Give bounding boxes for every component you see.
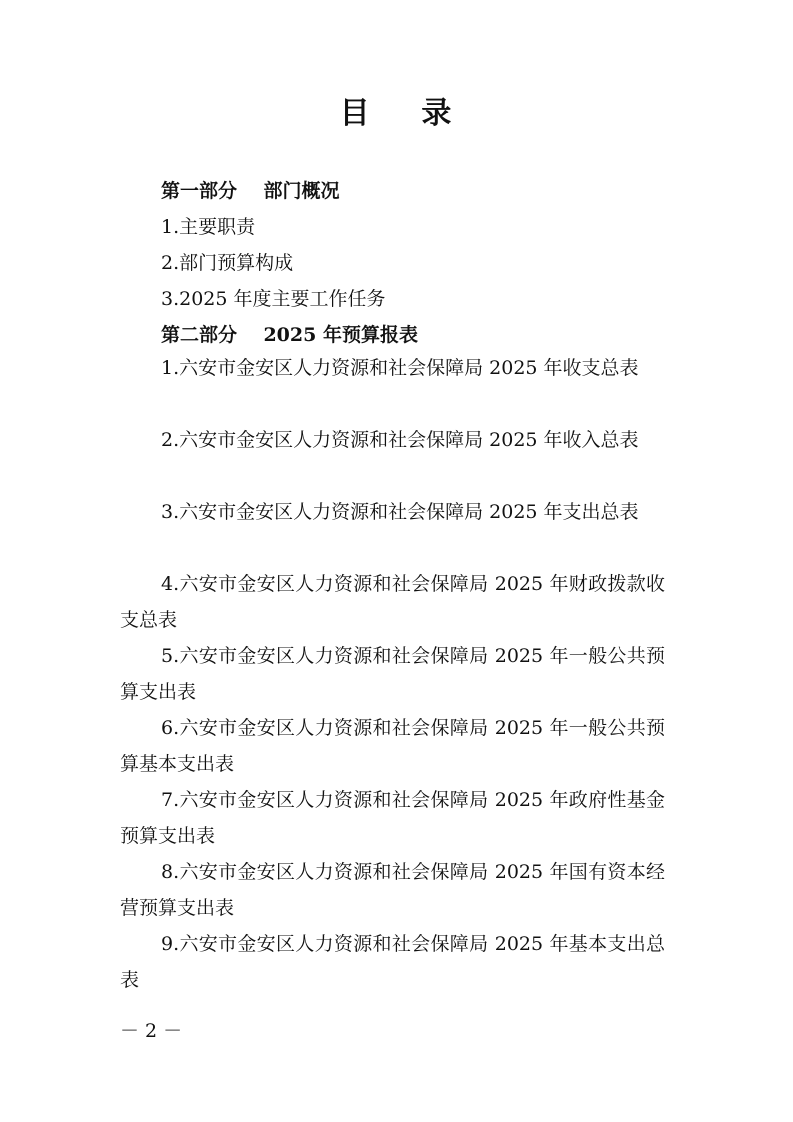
part1-heading: 第一部分 部门概况: [161, 180, 340, 202]
page-title: 目 录: [339, 96, 454, 131]
toc-item-duties: 1.主要职责: [161, 216, 256, 238]
toc-item-work-tasks: 3.2025 年度主要工作任务: [161, 288, 386, 310]
toc-item-budget-composition: 2.部门预算构成: [161, 252, 294, 274]
toc-entry-4: 4.六安市金安区人力资源和社会保障局 2025 年财政拨款收支总表: [120, 573, 665, 631]
toc-entry-3: 3.六安市金安区人力资源和社会保障局 2025 年支出总表: [161, 501, 639, 523]
toc-entry-6: 6.六安市金安区人力资源和社会保障局 2025 年一般公共预算基本支出表: [120, 717, 665, 775]
toc-entry-8: 8.六安市金安区人力资源和社会保障局 2025 年国有资本经营预算支出表: [120, 861, 665, 919]
toc-entry-7: 7.六安市金安区人力资源和社会保障局 2025 年政府性基金预算支出表: [120, 789, 665, 847]
toc-entry-1: 1.六安市金安区人力资源和社会保障局 2025 年收支总表: [161, 357, 639, 379]
page-number: － 2 －: [120, 1020, 183, 1042]
part2-heading: 第二部分 2025 年预算报表: [161, 324, 418, 346]
toc-entry-5: 5.六安市金安区人力资源和社会保障局 2025 年一般公共预算支出表: [120, 645, 665, 703]
toc-entry-9: 9.六安市金安区人力资源和社会保障局 2025 年基本支出总表: [120, 933, 665, 991]
toc-entry-2: 2.六安市金安区人力资源和社会保障局 2025 年收入总表: [161, 429, 639, 451]
